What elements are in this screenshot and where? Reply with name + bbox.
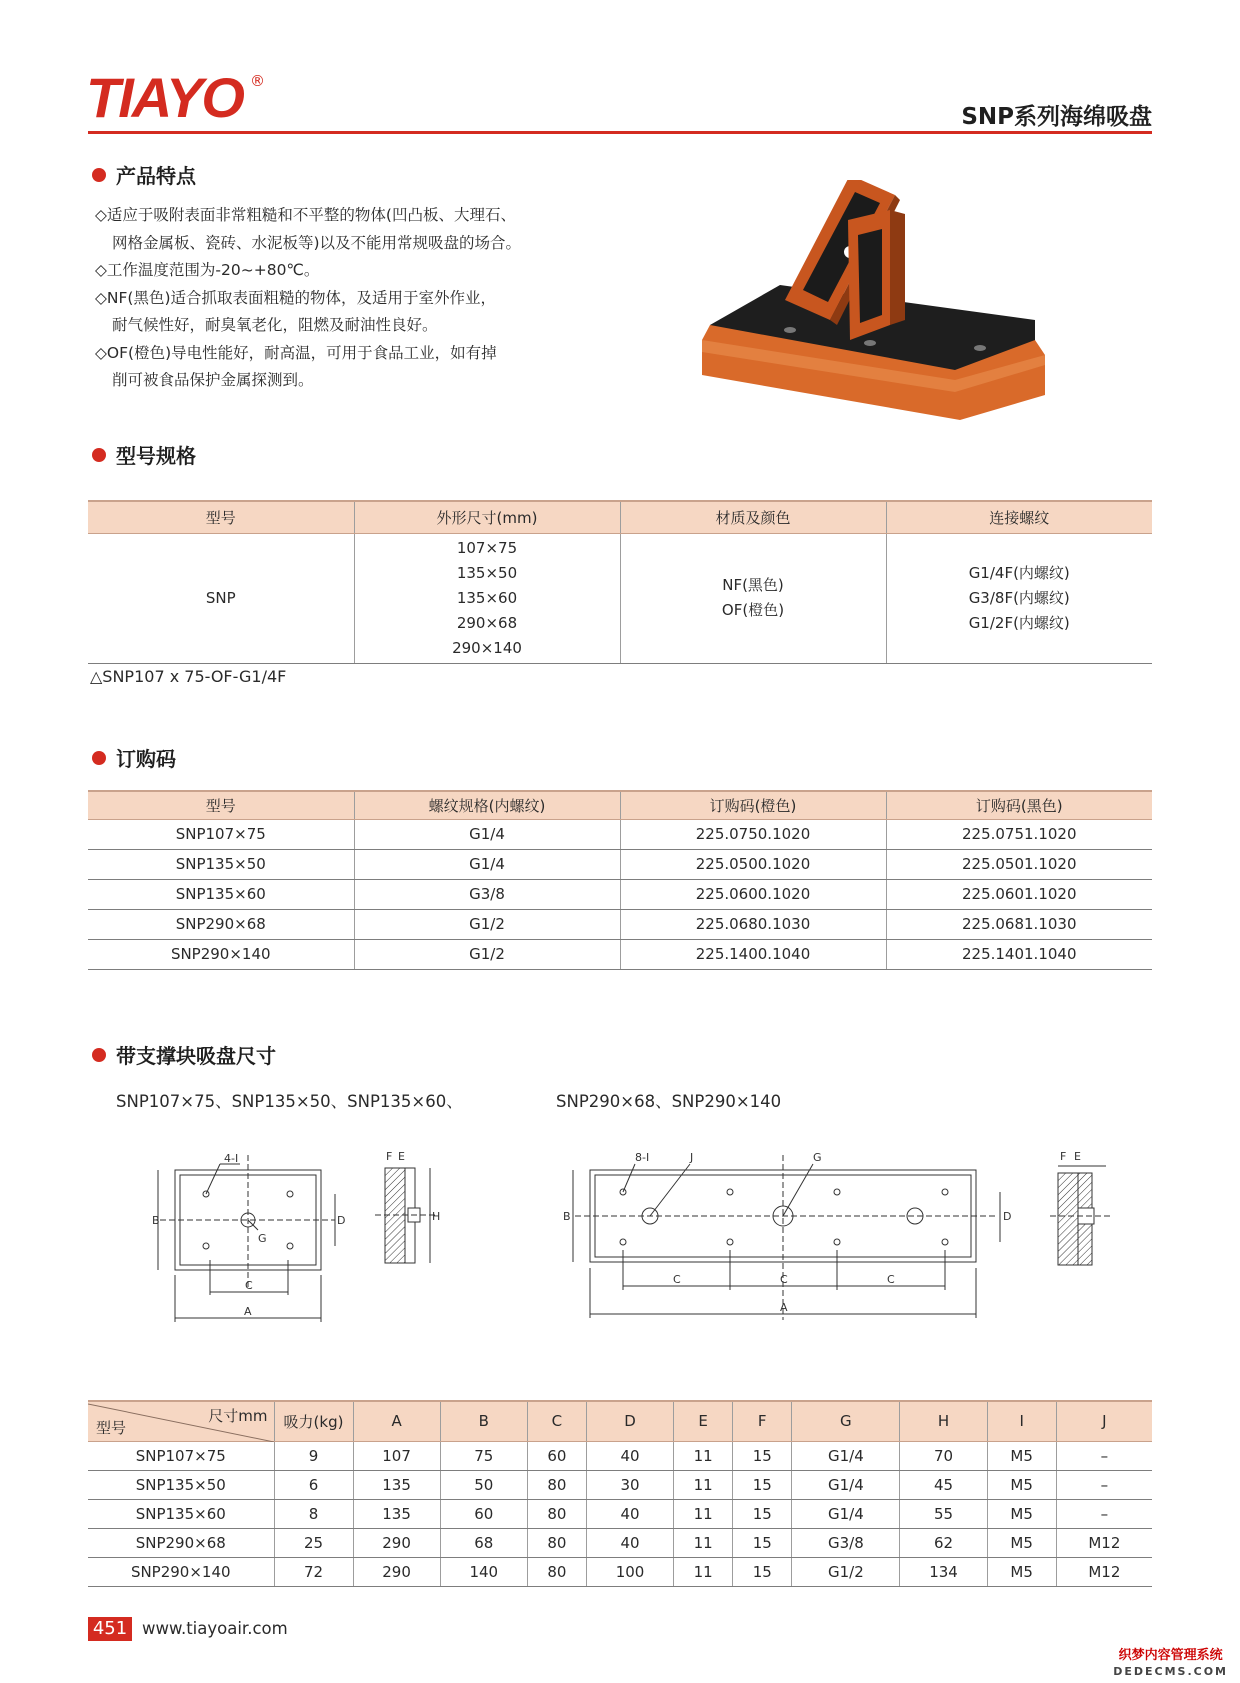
- table-cell: M5: [987, 1470, 1056, 1499]
- col-header: 材质及颜色: [620, 501, 886, 533]
- table-cell: 225.0751.1020: [886, 819, 1152, 849]
- table-cell: 40: [586, 1499, 673, 1528]
- table-cell: 40: [586, 1441, 673, 1470]
- features-heading-text: 产品特点: [116, 164, 196, 188]
- table-cell: G1/4: [792, 1470, 900, 1499]
- table-cell: SNP135×60: [88, 1499, 274, 1528]
- feature-item: [95, 257, 615, 285]
- order-heading: [92, 743, 176, 772]
- col-header: D: [586, 1401, 673, 1441]
- table-cell: SNP135×50: [88, 849, 354, 879]
- table-row: [88, 939, 1152, 969]
- table-cell: G1/2: [354, 909, 620, 939]
- dim-label-g: G: [813, 1151, 822, 1164]
- col-header: F: [733, 1401, 792, 1441]
- table-cell: 8: [274, 1499, 353, 1528]
- page-title: SNP系列海绵吸盘: [961, 104, 1152, 130]
- order-table: [88, 790, 1152, 970]
- table-cell: 70: [900, 1441, 987, 1470]
- dim-label-h: H: [432, 1210, 440, 1223]
- table-cell: G3/8: [354, 879, 620, 909]
- dim-label-a: A: [780, 1301, 788, 1314]
- table-row: [88, 1441, 1152, 1470]
- dims-heading: [92, 1040, 276, 1069]
- table-cell: 11: [674, 1557, 733, 1586]
- size-value: 290×68: [456, 613, 518, 632]
- table-cell: G1/4: [792, 1499, 900, 1528]
- table-cell: SNP290×140: [88, 1557, 274, 1586]
- table-cell: 45: [900, 1470, 987, 1499]
- brand-logo: [86, 68, 243, 128]
- feature-lead: ◇NF(黑色)适合抓取表面粗糙的物体，及适用于室外作业，: [95, 288, 497, 307]
- feature-lead: ◇适应于吸附表面非常粗糙和不平整的物体(凹凸板、大理石、: [95, 206, 516, 224]
- table-cell: –: [1056, 1441, 1152, 1470]
- table-header-row: [88, 501, 1152, 533]
- col-header: 连接螺纹: [886, 501, 1152, 533]
- table-cell: 72: [274, 1557, 353, 1586]
- col-header: J: [1056, 1401, 1152, 1441]
- website-url: www.tiayoair.com: [142, 1619, 288, 1638]
- col-header: 型号: [88, 501, 354, 533]
- feature-item: [95, 202, 615, 257]
- dim-label-b: B: [563, 1210, 571, 1223]
- table-row: [88, 1528, 1152, 1557]
- table-cell: 15: [733, 1499, 792, 1528]
- dim-label-d: D: [337, 1214, 346, 1227]
- table-cell: 15: [733, 1470, 792, 1499]
- large-cup-side-view: [1048, 1148, 1128, 1278]
- dimensions-table: [88, 1400, 1152, 1587]
- table-cell: 11: [674, 1499, 733, 1528]
- table-cell: 290: [353, 1557, 440, 1586]
- table-cell: 80: [527, 1528, 586, 1557]
- table-cell: 225.1401.1040: [886, 939, 1152, 969]
- dim-label-e: E: [398, 1150, 405, 1163]
- thread-value: G1/2F(内螺纹): [968, 613, 1070, 632]
- bullet-dot-icon: [92, 751, 106, 765]
- dim-label-b: B: [152, 1214, 160, 1227]
- col-header: 订购码(橙色): [620, 791, 886, 819]
- small-cup-top-view: [150, 1150, 350, 1330]
- feature-item: [95, 340, 615, 395]
- table-cell: SNP135×60: [88, 879, 354, 909]
- table-cell: 60: [527, 1441, 586, 1470]
- dim-label-holes: 4-I: [224, 1152, 239, 1165]
- table-row: [88, 1499, 1152, 1528]
- table-row: [88, 849, 1152, 879]
- feature-item: [95, 285, 615, 340]
- materials-cell: [620, 533, 886, 663]
- brand-name: TIAYO: [86, 66, 243, 129]
- table-row: [88, 879, 1152, 909]
- table-cell: 107: [353, 1441, 440, 1470]
- table-cell: 40: [586, 1528, 673, 1557]
- table-cell: M5: [987, 1557, 1056, 1586]
- bullet-dot-icon: [92, 1048, 106, 1062]
- registered-mark: ®: [250, 72, 265, 90]
- table-cell: 135: [353, 1470, 440, 1499]
- table-header-row: [88, 791, 1152, 819]
- material-value: OF(橙色): [721, 601, 785, 619]
- dim-label-e: E: [1074, 1150, 1081, 1163]
- thread-value: G3/8F(内螺纹): [968, 588, 1070, 607]
- header-dimension-label: 尺寸mm: [208, 1407, 268, 1425]
- table-cell: 75: [440, 1441, 527, 1470]
- table-cell: SNP107×75: [88, 1441, 274, 1470]
- features-heading: [92, 160, 196, 189]
- small-cup-side-view: [370, 1148, 440, 1278]
- table-cell: G1/4: [354, 849, 620, 879]
- table-row: [88, 909, 1152, 939]
- header-model-label: 型号: [96, 1418, 127, 1437]
- product-photo: [700, 180, 1060, 420]
- features-list: [95, 202, 615, 395]
- table-cell: 15: [733, 1528, 792, 1557]
- model-cell: SNP: [88, 533, 354, 663]
- feature-cont: 削可被食品保护金属探测到。: [112, 371, 314, 389]
- table-cell: –: [1056, 1470, 1152, 1499]
- table-cell: 225.0600.1020: [620, 879, 886, 909]
- spec-table: [88, 500, 1152, 664]
- dim-label-c: C: [887, 1273, 895, 1286]
- table-cell: 11: [674, 1441, 733, 1470]
- size-value: 135×60: [456, 588, 518, 607]
- material-value: NF(黑色): [722, 576, 784, 594]
- table-cell: SNP290×68: [88, 909, 354, 939]
- dim-label-c: C: [673, 1273, 681, 1286]
- table-cell: 225.0500.1020: [620, 849, 886, 879]
- table-cell: 225.1400.1040: [620, 939, 886, 969]
- table-cell: M12: [1056, 1528, 1152, 1557]
- table-cell: 80: [527, 1557, 586, 1586]
- table-cell: 25: [274, 1528, 353, 1557]
- page-number: 451: [88, 1617, 132, 1641]
- feature-lead: ◇工作温度范围为-20~+80℃。: [95, 261, 320, 279]
- table-cell: M12: [1056, 1557, 1152, 1586]
- table-cell: 9: [274, 1441, 353, 1470]
- table-cell: 80: [527, 1499, 586, 1528]
- col-header: 订购码(黑色): [886, 791, 1152, 819]
- size-value: 290×140: [452, 638, 522, 657]
- bullet-dot-icon: [92, 448, 106, 462]
- col-header: 型号: [88, 791, 354, 819]
- feature-cont: 网格金属板、瓷砖、水泥板等)以及不能用常规吸盘的场合。: [112, 233, 522, 252]
- table-cell: 134: [900, 1557, 987, 1586]
- table-cell: 290: [353, 1528, 440, 1557]
- dim-label-g: G: [258, 1232, 267, 1245]
- table-cell: G1/2: [792, 1557, 900, 1586]
- col-header: 吸力(kg): [274, 1401, 353, 1441]
- size-value: 107×75: [456, 538, 518, 557]
- watermark-en: DEDECMS.COM: [1113, 1665, 1228, 1678]
- table-cell: 62: [900, 1528, 987, 1557]
- table-cell: 15: [733, 1557, 792, 1586]
- table-cell: 225.0750.1020: [620, 819, 886, 849]
- col-header: I: [987, 1401, 1056, 1441]
- dim-label-d: D: [1003, 1210, 1012, 1223]
- table-cell: 140: [440, 1557, 527, 1586]
- bullet-dot-icon: [92, 168, 106, 182]
- dim-label-f: F: [386, 1150, 393, 1163]
- col-header: E: [674, 1401, 733, 1441]
- dim-label-a: A: [244, 1305, 252, 1318]
- table-cell: SNP290×68: [88, 1528, 274, 1557]
- sizes-cell: [354, 533, 620, 663]
- order-heading-text: 订购码: [116, 747, 176, 771]
- dims-heading-text: 带支撑块吸盘尺寸: [116, 1044, 276, 1068]
- col-header: B: [440, 1401, 527, 1441]
- table-cell: SNP135×50: [88, 1470, 274, 1499]
- dim-label-c: C: [780, 1273, 788, 1286]
- table-cell: SNP290×140: [88, 939, 354, 969]
- table-header-row: [88, 1401, 1152, 1441]
- dims-caption-left: SNP107×75、SNP135×50、SNP135×60、: [116, 1092, 463, 1111]
- watermark: [1113, 1648, 1228, 1680]
- table-cell: 6: [274, 1470, 353, 1499]
- table-row: [88, 1470, 1152, 1499]
- title-rule: [88, 131, 1152, 134]
- table-cell: 100: [586, 1557, 673, 1586]
- table-cell: 11: [674, 1528, 733, 1557]
- table-cell: 50: [440, 1470, 527, 1499]
- spec-heading: [92, 440, 196, 469]
- table-cell: M5: [987, 1441, 1056, 1470]
- table-cell: SNP107×75: [88, 819, 354, 849]
- feature-cont: 耐气候性好，耐臭氧老化，阻燃及耐油性良好。: [112, 316, 438, 334]
- large-cup-top-view: [555, 1150, 1015, 1330]
- table-cell: 15: [733, 1441, 792, 1470]
- table-cell: –: [1056, 1499, 1152, 1528]
- table-cell: 60: [440, 1499, 527, 1528]
- col-header: 螺纹规格(内螺纹): [354, 791, 620, 819]
- table-cell: 68: [440, 1528, 527, 1557]
- table-row: [88, 533, 1152, 663]
- col-header: C: [527, 1401, 586, 1441]
- watermark-cn: 织梦内容管理系统: [1118, 1648, 1223, 1663]
- table-cell: M5: [987, 1499, 1056, 1528]
- table-cell: M5: [987, 1528, 1056, 1557]
- table-cell: G3/8: [792, 1528, 900, 1557]
- col-header: 外形尺寸(mm): [354, 501, 620, 533]
- size-value: 135×50: [456, 563, 518, 582]
- table-cell: 80: [527, 1470, 586, 1499]
- threads-cell: [886, 533, 1152, 663]
- dim-label-c: C: [245, 1279, 253, 1292]
- table-cell: G1/4: [792, 1441, 900, 1470]
- col-header: G: [792, 1401, 900, 1441]
- table-cell: 11: [674, 1470, 733, 1499]
- table-row: [88, 819, 1152, 849]
- thread-value: G1/4F(内螺纹): [968, 563, 1070, 582]
- feature-lead: ◇OF(橙色)导电性能好，耐高温，可用于食品工业，如有掉: [95, 343, 497, 362]
- col-header: A: [353, 1401, 440, 1441]
- dim-label-j: J: [690, 1151, 694, 1164]
- diagonal-header: [88, 1401, 274, 1441]
- table-cell: 135: [353, 1499, 440, 1528]
- col-header: H: [900, 1401, 987, 1441]
- table-cell: G1/4: [354, 819, 620, 849]
- order-example: △SNP107 x 75-OF-G1/4F: [90, 667, 287, 686]
- spec-heading-text: 型号规格: [116, 444, 196, 468]
- dim-label-f: F: [1060, 1150, 1067, 1163]
- table-row: [88, 1557, 1152, 1586]
- table-cell: 225.0501.1020: [886, 849, 1152, 879]
- table-cell: 225.0680.1030: [620, 909, 886, 939]
- table-cell: 225.0601.1020: [886, 879, 1152, 909]
- dim-label-holes: 8-I: [635, 1151, 650, 1164]
- dims-caption-right: SNP290×68、SNP290×140: [556, 1092, 782, 1111]
- table-cell: 225.0681.1030: [886, 909, 1152, 939]
- table-cell: 55: [900, 1499, 987, 1528]
- table-cell: G1/2: [354, 939, 620, 969]
- table-cell: 30: [586, 1470, 673, 1499]
